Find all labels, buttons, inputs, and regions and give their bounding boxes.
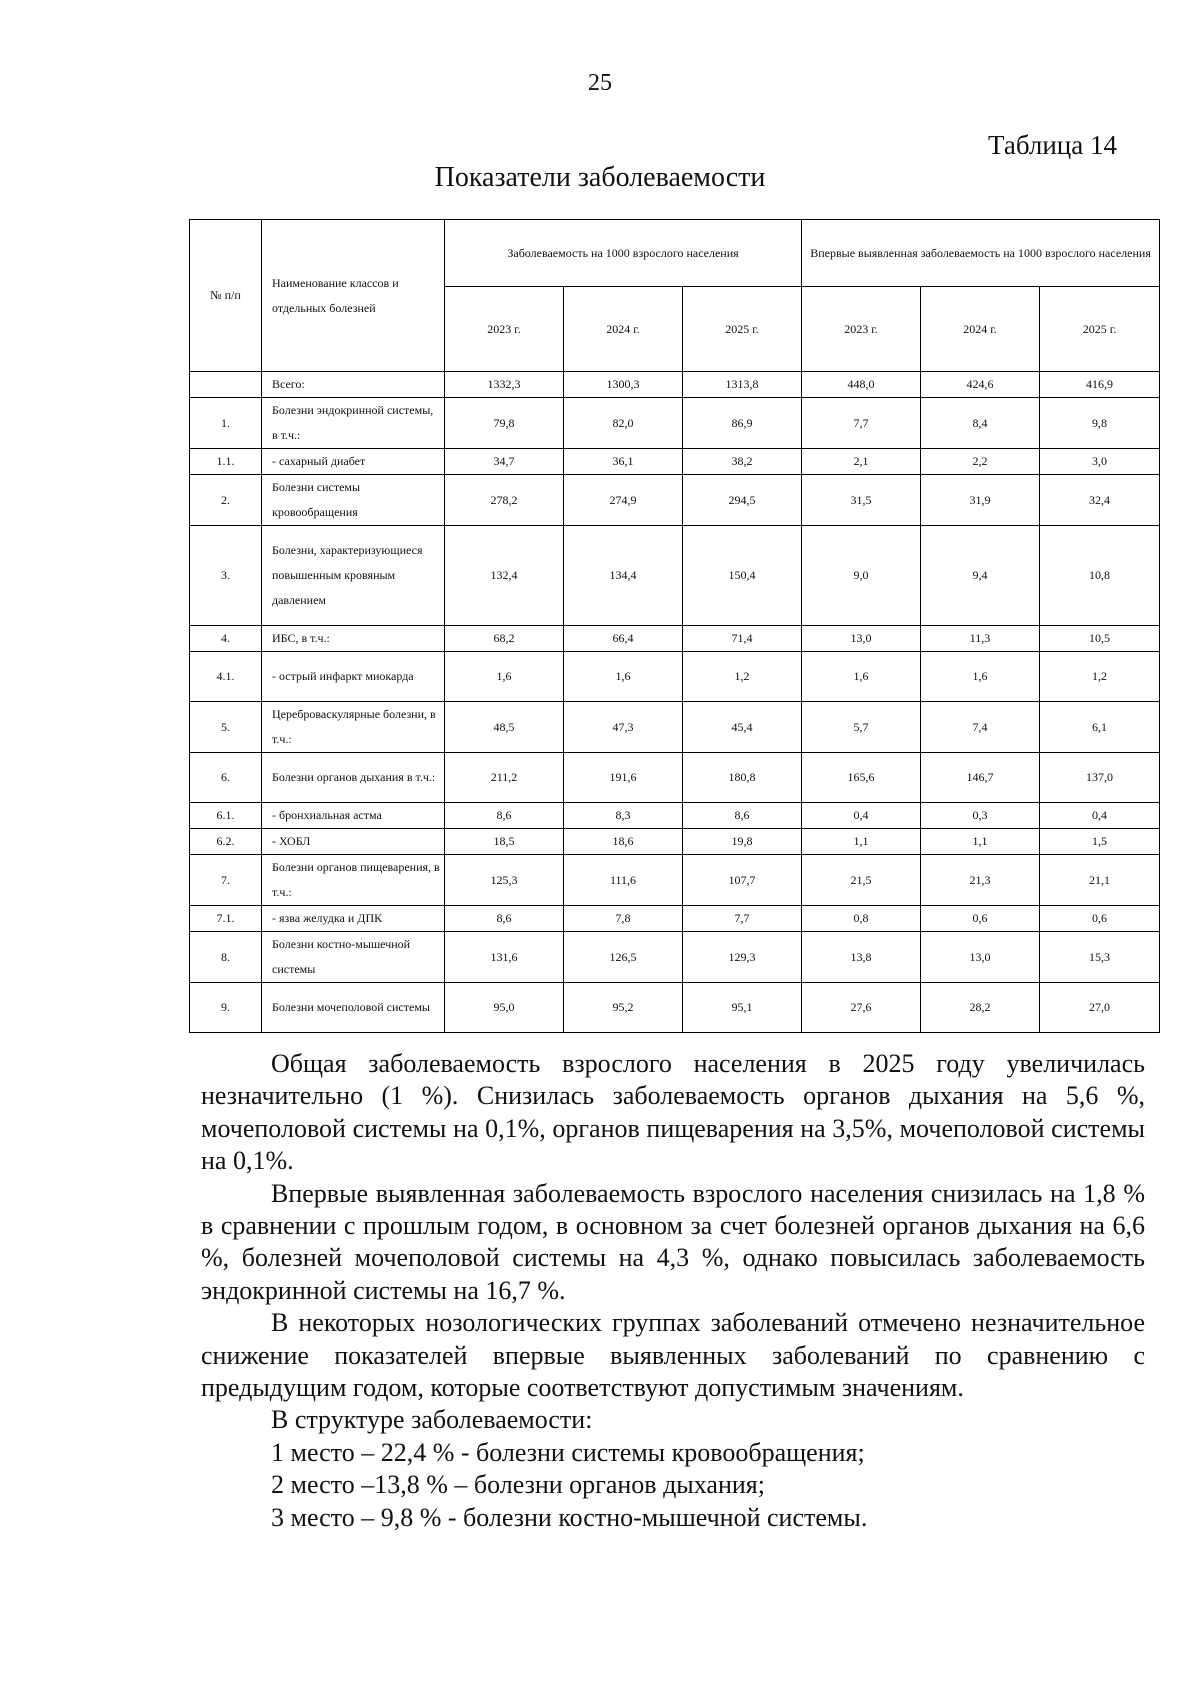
row-value: 150,4 — [683, 526, 802, 626]
row-name: Болезни органов дыхания в т.ч.: — [262, 753, 445, 803]
row-value: 21,3 — [921, 855, 1040, 906]
row-value: 19,8 — [683, 829, 802, 855]
row-value: 18,6 — [564, 829, 683, 855]
row-num: 7.1. — [190, 906, 262, 932]
table-title: Показатели заболеваемости — [434, 162, 766, 193]
row-value: 34,7 — [445, 449, 564, 475]
row-name: Всего: — [262, 372, 445, 398]
header-name: Наименование классов и отдельных болезней — [262, 220, 445, 372]
row-value: 71,4 — [683, 626, 802, 652]
row-name: - острый инфаркт миокарда — [262, 652, 445, 702]
row-value: 31,9 — [921, 475, 1040, 526]
table-row — [190, 372, 1160, 398]
row-value: 294,5 — [683, 475, 802, 526]
row-value: 8,6 — [445, 906, 564, 932]
row-value: 180,8 — [683, 753, 802, 803]
row-num: 6. — [190, 753, 262, 803]
table-row — [190, 753, 1160, 803]
row-value: 107,7 — [683, 855, 802, 906]
row-value: 0,4 — [802, 803, 921, 829]
row-value: 278,2 — [445, 475, 564, 526]
row-name: Болезни костно-мышечной системы — [262, 932, 445, 983]
row-value: 8,6 — [683, 803, 802, 829]
table-row — [190, 398, 1160, 449]
row-value: 21,5 — [802, 855, 921, 906]
row-num: 4.1. — [190, 652, 262, 702]
row-value: 27,0 — [1040, 983, 1160, 1033]
row-value: 95,1 — [683, 983, 802, 1033]
row-value: 165,6 — [802, 753, 921, 803]
row-value: 13,0 — [921, 932, 1040, 983]
row-name: Болезни эндокринной системы, в т.ч.: — [262, 398, 445, 449]
table-row — [190, 475, 1160, 526]
table-label: Таблица 14 — [988, 130, 1117, 160]
header-new-morbidity: Впервые выявленная заболеваемость на 1000 взрослого населения — [802, 220, 1160, 287]
table-row — [190, 652, 1160, 702]
row-value: 3,0 — [1040, 449, 1160, 475]
row-value: 1332,3 — [445, 372, 564, 398]
row-value: 129,3 — [683, 932, 802, 983]
body-text — [201, 1048, 1145, 1534]
row-name: Болезни системы кровообращения — [262, 475, 445, 526]
table-row — [190, 626, 1160, 652]
row-num: 5. — [190, 702, 262, 753]
row-value: 10,8 — [1040, 526, 1160, 626]
header-year: 2023 г. — [802, 287, 921, 372]
structure-item: 3 место – 9,8 % - болезни костно-мышечной системы. — [271, 1502, 868, 1532]
table-row — [190, 932, 1160, 983]
row-value: 31,5 — [802, 475, 921, 526]
structure-intro: В структуре заболеваемости: — [271, 1405, 593, 1435]
table-row — [190, 702, 1160, 753]
row-value: 0,3 — [921, 803, 1040, 829]
row-value: 0,4 — [1040, 803, 1160, 829]
row-value: 0,6 — [1040, 906, 1160, 932]
row-value: 1,1 — [802, 829, 921, 855]
row-value: 13,8 — [802, 932, 921, 983]
structure-item: 2 место –13,8 % – болезни органов дыхания; — [271, 1470, 765, 1500]
row-num: 6.2. — [190, 829, 262, 855]
row-value: 0,6 — [921, 906, 1040, 932]
row-value: 7,4 — [921, 702, 1040, 753]
row-value: 82,0 — [564, 398, 683, 449]
row-value: 9,8 — [1040, 398, 1160, 449]
row-value: 0,8 — [802, 906, 921, 932]
paragraph: Общая заболеваемость взрослого населения в 2025 году увеличилась незначительно (1 %). Снизилась заболеваемость органов дыхания на 5,6 %, мочеполовой системы на 0,1%, органов пищеварения на 3,5%, мочеполовой системы на 0,1%. — [201, 1049, 1145, 1176]
row-num — [190, 372, 262, 398]
row-value: 134,4 — [564, 526, 683, 626]
row-value: 416,9 — [1040, 372, 1160, 398]
page-number: 25 — [588, 70, 612, 96]
row-value: 68,2 — [445, 626, 564, 652]
row-value: 6,1 — [1040, 702, 1160, 753]
row-value: 5,7 — [802, 702, 921, 753]
header-year: 2024 г. — [921, 287, 1040, 372]
row-value: 1,6 — [564, 652, 683, 702]
row-value: 95,2 — [564, 983, 683, 1033]
row-value: 45,4 — [683, 702, 802, 753]
row-value: 95,0 — [445, 983, 564, 1033]
row-num: 1. — [190, 398, 262, 449]
table-row — [190, 855, 1160, 906]
row-value: 1313,8 — [683, 372, 802, 398]
row-num: 4. — [190, 626, 262, 652]
row-value: 146,7 — [921, 753, 1040, 803]
row-value: 79,8 — [445, 398, 564, 449]
row-name: - язва желудка и ДПК — [262, 906, 445, 932]
row-value: 1,6 — [445, 652, 564, 702]
row-num: 2. — [190, 475, 262, 526]
row-value: 131,6 — [445, 932, 564, 983]
row-value: 36,1 — [564, 449, 683, 475]
row-value: 8,3 — [564, 803, 683, 829]
table-row — [190, 449, 1160, 475]
row-value: 1,1 — [921, 829, 1040, 855]
row-value: 15,3 — [1040, 932, 1160, 983]
paragraph: Впервые выявленная заболеваемость взрослого населения снизилась на 1,8 % в сравнении с прошлым годом, в основном за счет болезней органов дыхания на 6,6 %, болезней мочеполовой системы на 4,3 %, однако повысилась заболеваемость эндокринной системы на 16,7 %. — [201, 1178, 1145, 1305]
row-value: 47,3 — [564, 702, 683, 753]
header-year: 2024 г. — [564, 287, 683, 372]
row-value: 111,6 — [564, 855, 683, 906]
row-value: 9,4 — [921, 526, 1040, 626]
row-value: 18,5 — [445, 829, 564, 855]
structure-item: 1 место – 22,4 % - болезни системы кровообращения; — [271, 1437, 865, 1467]
header-year: 2025 г. — [683, 287, 802, 372]
row-value: 1,6 — [921, 652, 1040, 702]
row-value: 86,9 — [683, 398, 802, 449]
row-name: Болезни мочеполовой системы — [262, 983, 445, 1033]
row-value: 7,7 — [683, 906, 802, 932]
row-value: 1,5 — [1040, 829, 1160, 855]
row-value: 274,9 — [564, 475, 683, 526]
row-num: 9. — [190, 983, 262, 1033]
row-value: 66,4 — [564, 626, 683, 652]
row-value: 7,8 — [564, 906, 683, 932]
table-row — [190, 803, 1160, 829]
row-value: 27,6 — [802, 983, 921, 1033]
row-value: 1,2 — [1040, 652, 1160, 702]
row-value: 1300,3 — [564, 372, 683, 398]
row-num: 1.1. — [190, 449, 262, 475]
row-num: 6.1. — [190, 803, 262, 829]
header-year: 2025 г. — [1040, 287, 1160, 372]
row-value: 132,4 — [445, 526, 564, 626]
row-name: Болезни, характеризующиеся повышенным кровяным давлением — [262, 526, 445, 626]
row-value: 10,5 — [1040, 626, 1160, 652]
row-name: - сахарный диабет — [262, 449, 445, 475]
row-value: 21,1 — [1040, 855, 1160, 906]
header-year: 2023 г. — [445, 287, 564, 372]
row-value: 2,1 — [802, 449, 921, 475]
row-value: 137,0 — [1040, 753, 1160, 803]
row-value: 1,2 — [683, 652, 802, 702]
row-value: 11,3 — [921, 626, 1040, 652]
table-row — [190, 526, 1160, 626]
row-num: 7. — [190, 855, 262, 906]
table-row — [190, 829, 1160, 855]
row-value: 13,0 — [802, 626, 921, 652]
row-value: 32,4 — [1040, 475, 1160, 526]
table-row — [190, 906, 1160, 932]
row-value: 424,6 — [921, 372, 1040, 398]
row-value: 48,5 — [445, 702, 564, 753]
row-name: - ХОБЛ — [262, 829, 445, 855]
row-name: Болезни органов пищеварения, в т.ч.: — [262, 855, 445, 906]
row-name: Цереброваскулярные болезни, в т.ч.: — [262, 702, 445, 753]
row-value: 191,6 — [564, 753, 683, 803]
row-num: 3. — [190, 526, 262, 626]
table-body — [190, 372, 1160, 1033]
row-value: 1,6 — [802, 652, 921, 702]
row-value: 8,6 — [445, 803, 564, 829]
row-value: 8,4 — [921, 398, 1040, 449]
row-value: 9,0 — [802, 526, 921, 626]
row-value: 2,2 — [921, 449, 1040, 475]
morbidity-table — [189, 219, 1160, 1033]
paragraph: В некоторых нозологических группах заболеваний отмечено незначительное снижение показателей впервые выявленных заболеваний по сравнению с предыдущим годом, которые соответствуют допустимым значениям. — [201, 1308, 1145, 1403]
header-num: № п/п — [190, 220, 262, 372]
header-morbidity: Заболеваемость на 1000 взрослого населения — [445, 220, 802, 287]
row-value: 28,2 — [921, 983, 1040, 1033]
row-name: ИБС, в т.ч.: — [262, 626, 445, 652]
row-value: 38,2 — [683, 449, 802, 475]
row-num: 8. — [190, 932, 262, 983]
row-value: 125,3 — [445, 855, 564, 906]
row-value: 7,7 — [802, 398, 921, 449]
row-value: 448,0 — [802, 372, 921, 398]
table-row — [190, 983, 1160, 1033]
row-value: 126,5 — [564, 932, 683, 983]
row-value: 211,2 — [445, 753, 564, 803]
row-name: - бронхиальная астма — [262, 803, 445, 829]
